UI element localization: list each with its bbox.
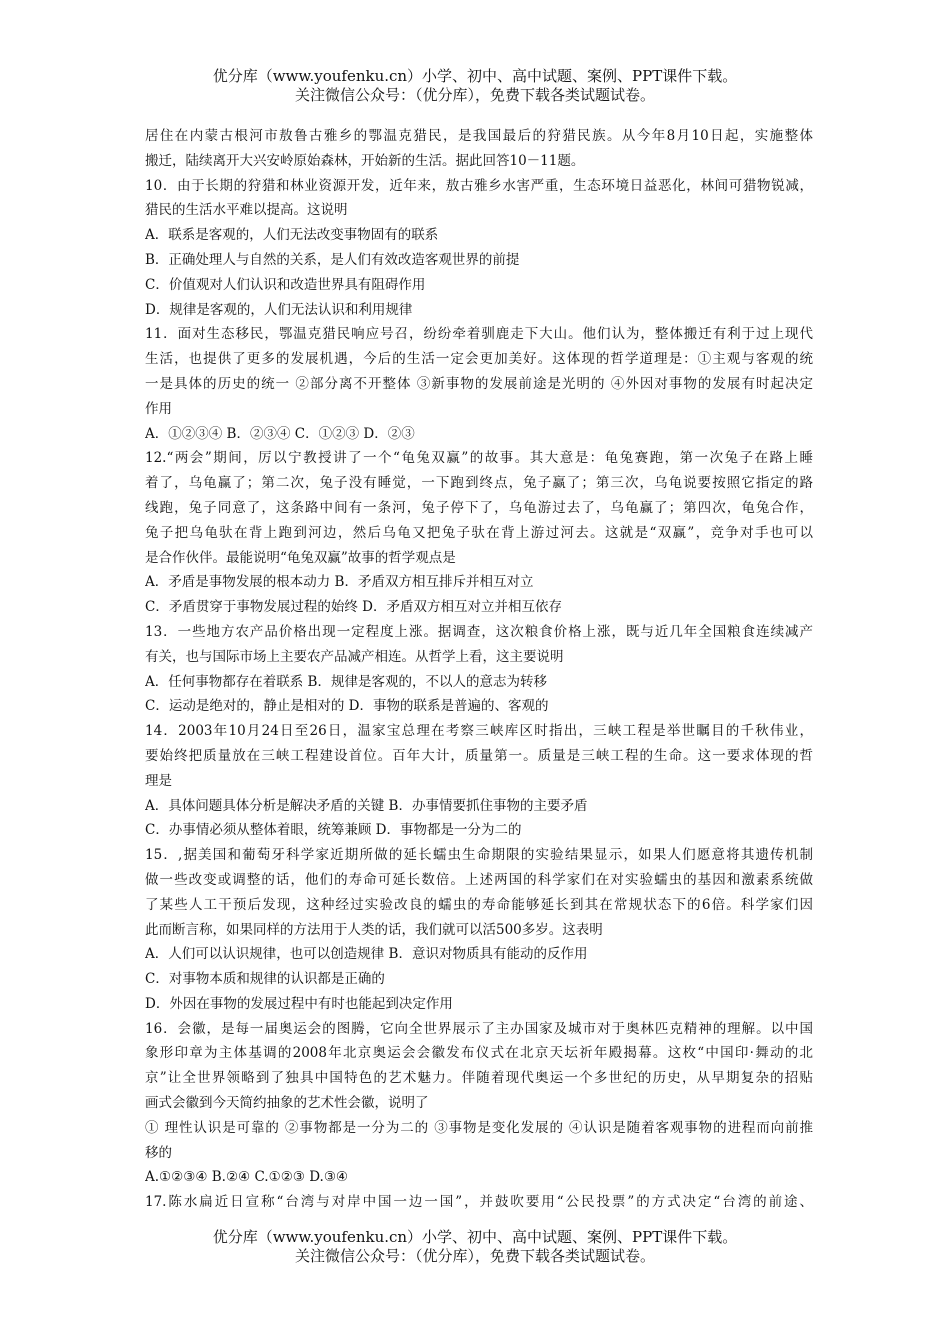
q11-stem: 作用 [145,400,172,417]
q14-stem: 14．2003年10月24日至26日，温家宝总理在考察三峡库区时指出，三峡工程是举世瞩目的千秋伟业， [145,723,813,740]
q10-option-d: D．规律是客观的，人们无法认识和利用规律 [145,301,413,318]
q15-option-c: C．对事物本质和规律的认识都是正确的 [145,971,385,988]
page-header [0,67,950,105]
q15-stem: 此而断言称，如果同样的方法用于人类的话，我们就可以活500多岁。这表明 [145,921,603,938]
q10-stem: 10．由于长期的狩猎和林业资源开发，近年来，敖古雅乡水害严重，生态环境日益恶化，林间可猎物锐减， [145,177,813,194]
q15-stem: 做一些改变或调整的话，他们的寿命可延长数倍。上述两国的科学家们在对实验蠕虫的基因和激素系统做 [145,871,813,888]
q10-option-c: C．价值观对人们认识和改造世界具有阻碍作用 [145,276,426,293]
q16-stem: 16．会徽，是每一届奥运会的图腾，它向全世界展示了主办国家及城市对于奥林匹克精神的理解。以中国 [145,1020,813,1037]
q12-stem: 着了，乌龟赢了；第二次，兔子没有睡觉，一下跑到终点，兔子赢了；第三次，乌龟说要按照它指定的路 [145,475,813,492]
footer-line-2: 关注微信公众号：（优分库），免费下载各类试题试卷。 [294,1247,655,1265]
q13-options-cd: C．运动是绝对的，静止是相对的 D．事物的联系是普遍的、客观的 [145,698,549,715]
q10-option-b: B．正确处理人与自然的关系，是人们有效改造客观世界的前提 [145,251,520,268]
q13-options-ab: A．任何事物都存在着联系 B．规律是客观的，不以人的意志为转移 [145,673,547,690]
header-line-2: 关注微信公众号：（优分库），免费下载各类试题试卷。 [294,86,655,104]
q11-options: A．①②③④ B．②③④ C．①②③ D．②③ [145,425,415,442]
q15-options-ab: A．人们可以认识规律，也可以创造规律 B．意识对物质具有能动的反作用 [145,946,588,963]
q16-options: A.①②③④ B.②④ C.①②③ D.③④ [145,1169,349,1186]
q12-stem: 兔子把乌龟驮在背上跑到河边，然后乌龟又把兔子驮在背上游过河去。这就是“双赢”，竞争对手也可以 [145,524,813,541]
q12-stem: 是合作伙伴。最能说明“龟兔双赢”故事的哲学观点是 [145,549,456,566]
q11-stem: 11．面对生态移民，鄂温克猎民响应号召，纷纷牵着驯鹿走下大山。他们认为，整体搬迁有利于过上现代 [145,326,813,343]
q12-options-cd: C．矛盾贯穿于事物发展过程的始终 D．矛盾双方相互对立并相互依存 [145,599,562,616]
q11-stem: 生活，也提供了更多的发展机遇，今后的生活一定会更加美好。这体现的哲学道理是：①主观与客观的统 [145,351,813,368]
q15-stem: 了某些人工干预后发现，这种经过实验改良的蠕虫的寿命能够延长到其在常规状态下的6倍。科学家们因 [145,896,813,913]
q10-stem: 猎民的生活水平难以提高。这说明 [145,202,348,219]
footer-line-1: 优分库（www.youfenku.cn）小学、初中、高中试题、案例、PPT课件下载。 [212,1228,738,1246]
q16-stem: 京”让全世界领略到了独具中国特色的艺术魅力。伴随着现代奥运一个多世纪的历史，从早期复杂的招贴 [145,1070,813,1087]
q16-stem: 画式会徽到今天简约抽象的艺术性会徽，说明了 [145,1095,429,1112]
header-line-1: 优分库（www.youfenku.cn）小学、初中、高中试题、案例、PPT课件下载。 [212,67,738,85]
q16-statements: ① 理性认识是可靠的 ②事物都是一分为二的 ③事物是变化发展的 ④认识是随着客观事物的进程而向前推 [145,1119,813,1136]
q10-option-a: A．联系是客观的，人们无法改变事物固有的联系 [145,227,439,244]
q11-stem: 一是具体的历史的统一 ②部分离不开整体 ③新事物的发展前途是光明的 ④外因对事物的发展有时起决定 [145,375,813,392]
q15-stem: 15．,据美国和葡萄牙科学家近期所做的延长蠕虫生命期限的实验结果显示，如果人们愿意将其遗传机制 [145,847,813,864]
document-body [145,124,813,1215]
q12-options-ab: A．矛盾是事物发展的根本动力 B．矛盾双方相互排斥并相互对立 [145,574,534,591]
q15-option-d: D．外因在事物的发展过程中有时也能起到决定作用 [145,995,453,1012]
q14-options-ab: A．具体问题具体分析是解决矛盾的关键 B．办事情要抓住事物的主要矛盾 [145,797,588,814]
intro-line: 搬迁，陆续离开大兴安岭原始森林，开始新的生活。据此回答10－11题。 [145,152,585,169]
intro-line: 居住在内蒙古根河市敖鲁古雅乡的鄂温克猎民，是我国最后的狩猎民族。从今年8月10日起，实施整体 [145,128,813,144]
q12-stem: 线跑，兔子同意了，这条路中间有一条河，兔子停下了，乌龟游过去了，乌龟赢了；第四次，龟兔合作， [145,499,813,516]
q16-statements: 移的 [145,1144,172,1161]
q14-stem: 理是 [145,772,172,789]
q14-stem: 要始终把质量放在三峡工程建设首位。百年大计，质量第一。质量是三峡工程的生命。这一要求体现的哲 [145,747,813,764]
q14-options-cd: C．办事情必须从整体着眼，统筹兼顾 D．事物都是一分为二的 [145,822,522,839]
q16-stem: 象形印章为主体基调的2008年北京奥运会会徽发布仪式在北京天坛祈年殿揭幕。这枚“中国印·舞动的北 [145,1045,813,1062]
q13-stem: 13．一些地方农产品价格出现一定程度上涨。据调查，这次粮食价格上涨，既与近几年全国粮食连续减产 [145,623,813,640]
q17-stem: 17.陈水扁近日宣称“台湾与对岸中国一边一国”，并鼓吹要用“公民投票”的方式决定“台湾的前途、 [145,1194,813,1211]
page-footer [0,1228,950,1266]
q13-stem: 有关，也与国际市场上主要农产品减产相连。从哲学上看，这主要说明 [145,648,564,665]
q12-stem: 12.“两会”期间，厉以宁教授讲了一个“龟兔双赢”的故事。其大意是：龟兔赛跑，第一次兔子在路上睡 [145,450,813,467]
